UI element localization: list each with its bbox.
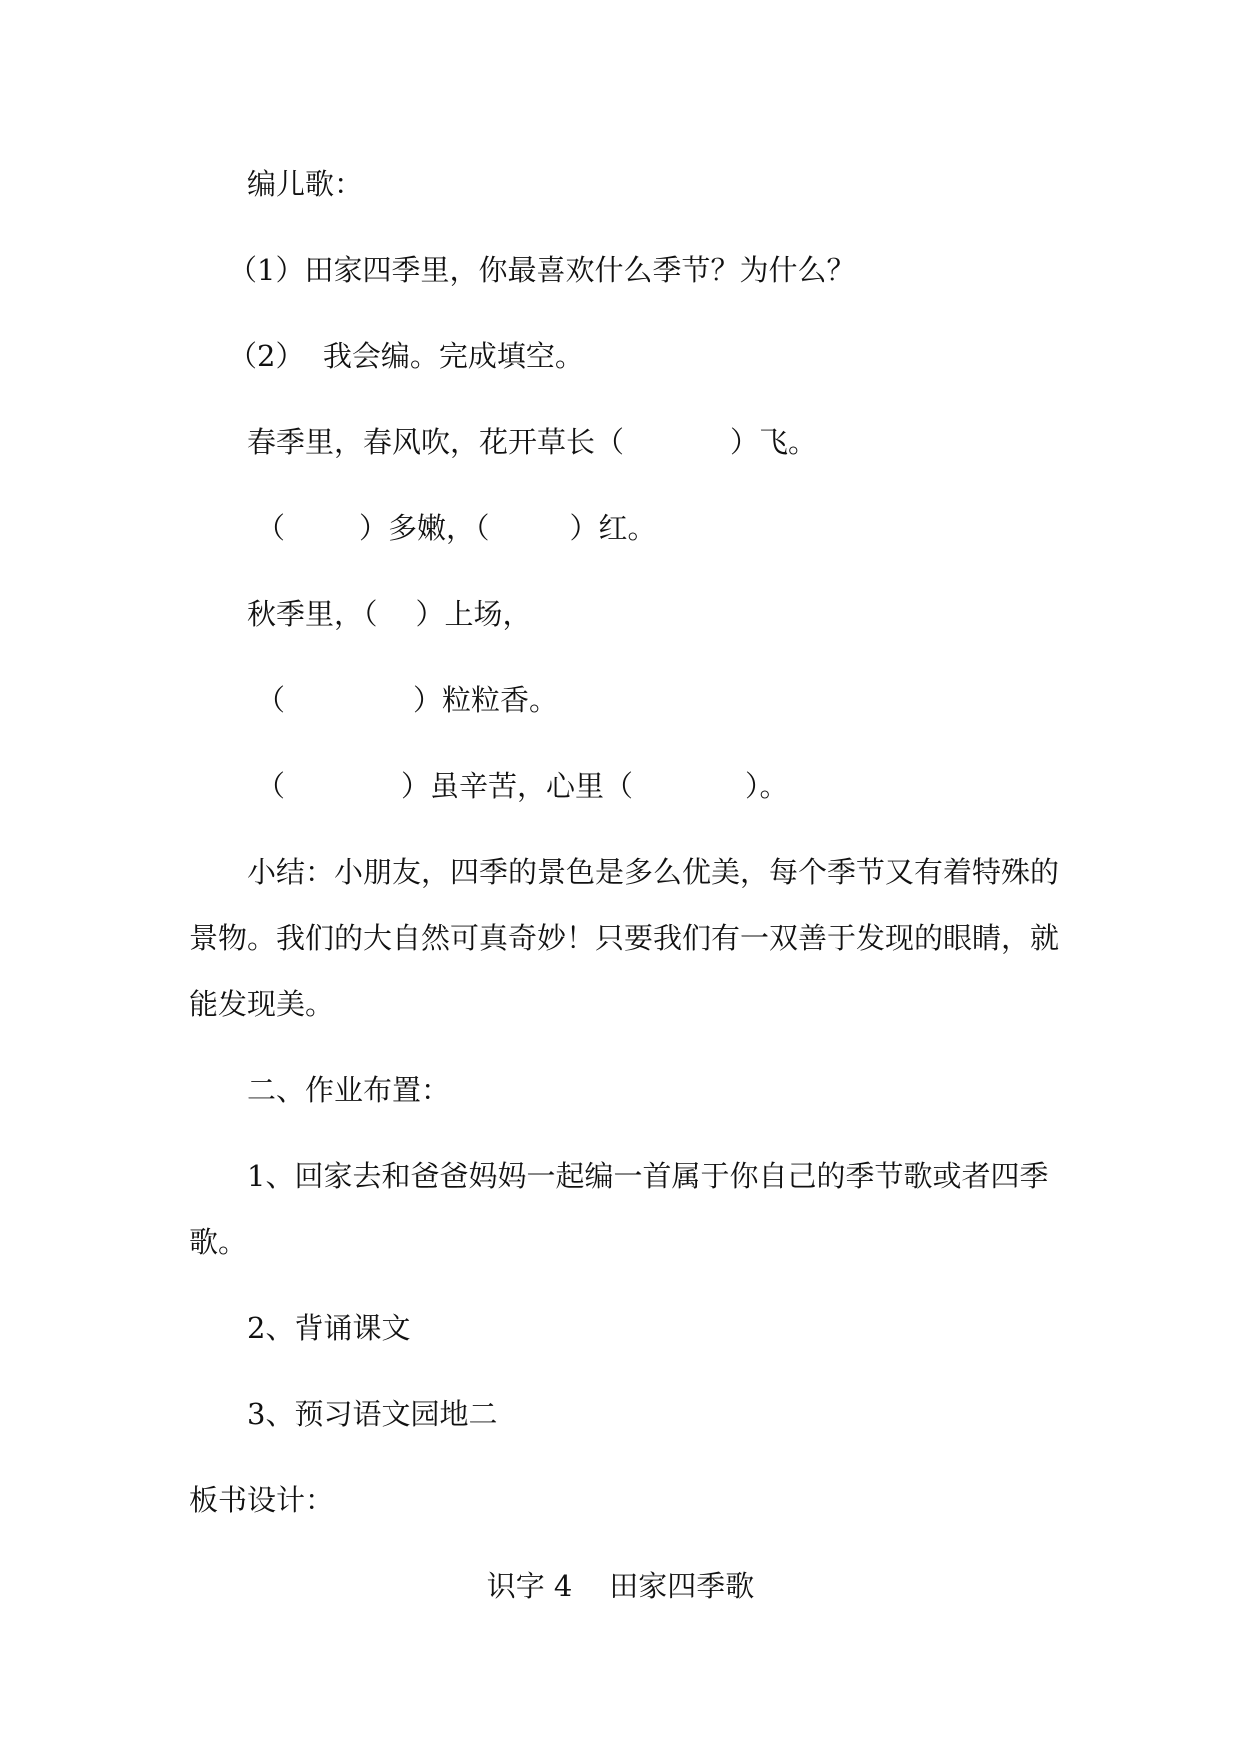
- board-design-title: 识字 4 田家四季歌: [486, 1569, 755, 1603]
- homework-heading: 二、作业布置：: [247, 1073, 451, 1107]
- question-1: （1）田家四季里，你最喜欢什么季节？为什么？: [228, 253, 856, 287]
- fill-line-5-a: （: [256, 769, 286, 803]
- fill-line-3: [247, 596, 532, 632]
- summary-line-2: 景物。我们的大自然可真奇妙！只要我们有一双善于发现的眼睛，就: [189, 921, 1060, 955]
- fill-line-2-c: ）红。: [569, 511, 657, 545]
- homework-item-2: 2、背诵课文: [247, 1311, 411, 1345]
- fill-line-1: [247, 424, 817, 460]
- summary-line-3: 能发现美。: [189, 987, 335, 1021]
- fill-line-4: [256, 682, 558, 718]
- question-2: （2） 我会编。完成填空。: [228, 339, 584, 373]
- homework-item-3: 3、预习语文园地二: [247, 1397, 498, 1431]
- song-heading: 编儿歌：: [247, 167, 364, 201]
- board-design-heading: 板书设计：: [189, 1483, 335, 1517]
- fill-line-2-a: （: [256, 511, 286, 545]
- fill-line-4-a: （: [256, 683, 286, 717]
- fill-line-3-b: ）上场，: [415, 597, 532, 631]
- fill-line-3-a: 秋季里，（: [247, 597, 378, 631]
- summary-line-1: 小结：小朋友，四季的景色是多么优美，每个季节又有着特殊的: [247, 855, 1060, 889]
- fill-line-4-b: ）粒粒香。: [413, 683, 559, 717]
- fill-line-5: [256, 768, 789, 804]
- homework-item-1-line-2: 歌。: [189, 1225, 248, 1259]
- fill-line-5-b: ）虽辛苦，心里（: [401, 769, 634, 803]
- homework-item-1-line-1: 1、回家去和爸爸妈妈一起编一首属于你自己的季节歌或者四季: [247, 1159, 1049, 1193]
- fill-line-1-a: 春季里，春风吹，花开草长（: [247, 425, 625, 459]
- fill-line-1-b: ）飞。: [730, 425, 818, 459]
- fill-line-5-c: ）。: [745, 769, 789, 803]
- fill-line-2: [256, 510, 657, 546]
- fill-line-2-b: ）多嫩，（: [359, 511, 490, 545]
